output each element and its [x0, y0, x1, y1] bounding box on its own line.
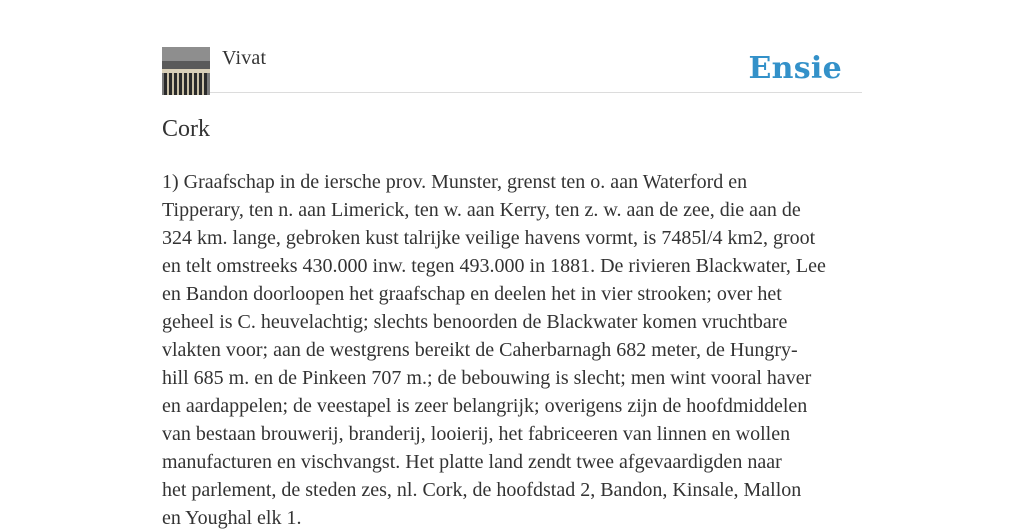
body-line: en Youghal elk 1.: [162, 507, 302, 529]
page-title: Cork: [162, 116, 210, 142]
header: [162, 46, 862, 93]
body-line: en aardappelen; de veestapel is zeer belangrijk; overigens zijn de hoofdmiddelen: [162, 395, 808, 417]
body-line: 1) Graafschap in de iersche prov. Munster, grenst ten o. aan Waterford en: [162, 171, 748, 193]
brand-logo[interactable]: Ensie: [748, 51, 842, 86]
body-line: manufacturen en vischvangst. Het platte land zendt twee afgevaardigden naar: [162, 451, 782, 473]
body-line: en telt omstreeks 430.000 inw. tegen 493.000 in 1881. De rivieren Blackwater, Lee: [162, 255, 826, 277]
body-line: het parlement, de steden zes, nl. Cork, de hoofdstad 2, Bandon, Kinsale, Mallon: [162, 479, 802, 501]
book-spines-avatar-icon: [162, 47, 210, 95]
body-line: 324 km. lange, gebroken kust talrijke veilige havens vormt, is 7485l/4 km2, groot: [162, 227, 816, 249]
body-line: geheel is C. heuvelachtig; slechts benoorden de Blackwater komen vruchtbare: [162, 311, 788, 333]
source-avatar[interactable]: [162, 47, 210, 95]
body-line: hill 685 m. en de Pinkeen 707 m.; de bebouwing is slecht; men wint vooral haver: [162, 367, 812, 389]
body-line: van bestaan brouwerij, branderij, looierij, het fabriceeren van linnen en wollen: [162, 423, 791, 445]
body-line: en Bandon doorloopen het graafschap en deelen het in vier strooken; over het: [162, 283, 782, 305]
article-body: [162, 168, 862, 532]
source-name[interactable]: Vivat: [222, 47, 267, 69]
body-line: vlakten voor; aan de westgrens bereikt de Caherbarnagh 682 meter, de Hungry-: [162, 339, 798, 361]
body-line: Tipperary, ten n. aan Limerick, ten w. aan Kerry, ten z. w. aan de zee, die aan de: [162, 199, 801, 221]
